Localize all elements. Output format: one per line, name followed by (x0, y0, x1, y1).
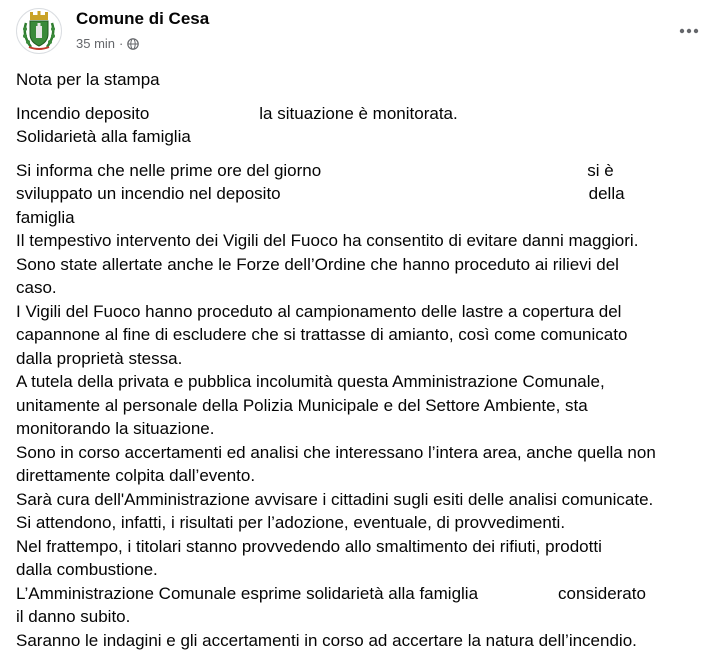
body-line: dalla proprietà stessa. (16, 348, 183, 368)
body-text: L’Amministrazione Comunale esprime solidarietà alla famiglia (16, 583, 479, 603)
body-line: A tutela della privata e pubblica incolumità questa Amministrazione Comunale, (16, 372, 605, 391)
more-options-icon (679, 28, 699, 34)
body-line: Si attendono, infatti, i risultati per l’adozione, eventuale, di provvedimenti. (16, 513, 566, 532)
body-text: si è (587, 160, 614, 180)
post-meta (76, 35, 139, 53)
body-line: dalla combustione. (16, 560, 158, 579)
body-text: della (588, 184, 625, 203)
body-line: famiglia (16, 207, 75, 227)
body-line (16, 159, 716, 183)
headline-part-1: Incendio deposito (16, 103, 150, 123)
body-text: considerato (558, 583, 646, 603)
body-line (16, 182, 716, 206)
more-options-button[interactable] (672, 16, 706, 46)
body-line: monitorando la situazione. (16, 419, 215, 438)
globe-icon[interactable] (127, 38, 139, 50)
headline-part-2: la situazione è monitorata. (259, 103, 458, 123)
body-line: Sono in corso accertamenti ed analisi che interessano l’intera area, anche quella non (16, 442, 656, 462)
post-header (0, 0, 718, 62)
body-line: Nel frattempo, i titolari stanno provvedendo allo smaltimento dei rifiuti, prodotti (16, 536, 602, 556)
post-body (16, 68, 716, 662)
body-line: I Vigili del Fuoco hanno proceduto al campionamento delle lastre a copertura del (16, 301, 622, 321)
body-line: unitamente al personale della Polizia Municipale e del Settore Ambiente, sta (16, 395, 588, 415)
headline-line (16, 102, 716, 126)
body-line: Sono state allertate anche le Forze dell’Ordine che hanno proceduto ai rilievi del (16, 254, 619, 274)
body-line: il danno subito. (16, 607, 131, 626)
post-timestamp[interactable]: 35 min (76, 36, 116, 51)
body-text: Si informa che nelle prime ore del giorno (16, 160, 322, 180)
body-line (16, 582, 716, 606)
coat-of-arms-icon (17, 9, 61, 53)
body-line: capannone al fine di escludere che si trattasse di amianto, così come comunicato (16, 325, 628, 344)
page-name[interactable]: Comune di Cesa (76, 9, 210, 28)
headline-paragraph (16, 102, 716, 149)
page-avatar[interactable] (16, 8, 62, 54)
press-note-title-paragraph (16, 68, 716, 92)
body-text: sviluppato un incendio nel deposito (16, 184, 281, 203)
headline-subline: Solidarietà alla famiglia (16, 127, 191, 146)
press-note-title: Nota per la stampa (16, 70, 160, 89)
body-line: Saranno le indagini e gli accertamenti in corso ad accertare la natura dell’incendio. (16, 630, 637, 650)
meta-separator: · (119, 36, 124, 51)
body-line: direttamente colpita dall’evento. (16, 466, 256, 485)
body-line: Sarà cura dell'Amministrazione avvisare i cittadini sugli esiti delle analisi comunicate. (16, 489, 654, 509)
body-line: Il tempestivo intervento dei Vigili del Fuoco ha consentito di evitare danni maggiori. (16, 231, 639, 250)
body-line: caso. (16, 278, 57, 297)
body-paragraph (16, 159, 716, 653)
